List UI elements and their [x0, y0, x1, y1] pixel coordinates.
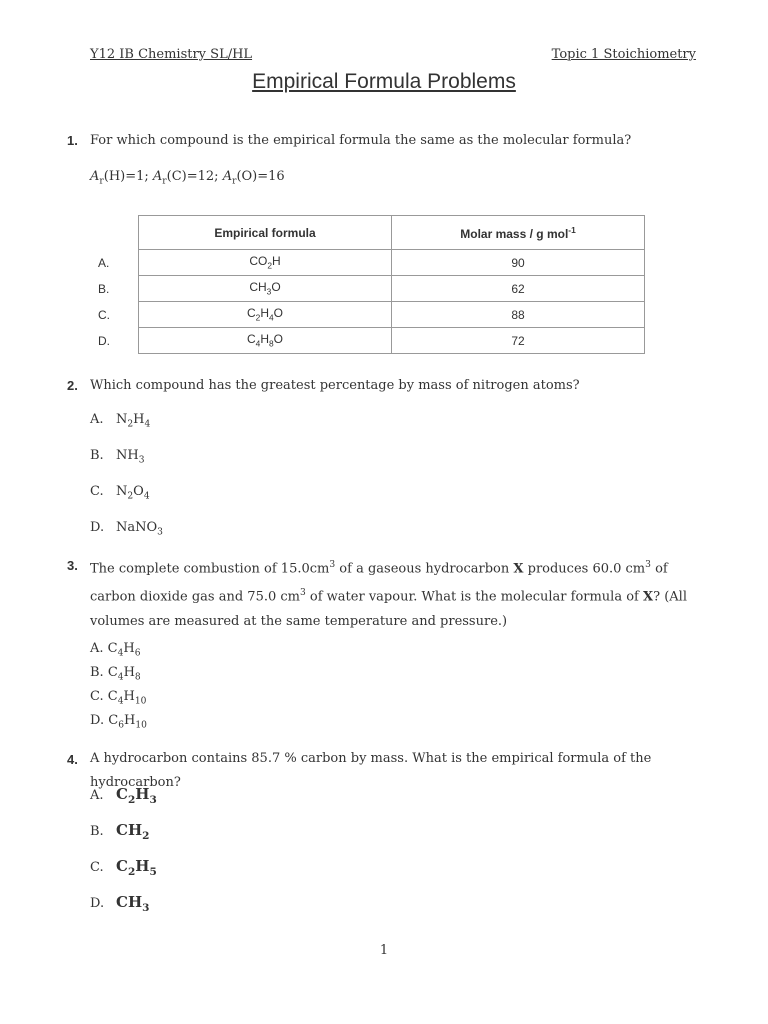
question-2-option-c: C. $N_2O_4$: [90, 484, 150, 502]
page-title: Empirical Formula Problems: [252, 70, 516, 93]
question-3-text: The complete combustion of $15.0cm^3$ of a gaseous hydrocarbon X produces 60.0 $cm^3$ of carbon dioxide gas and 75.0 $cm^3$ of water vapour. What is the molecular formula of X? (All volumes are measured at the same temperature and pressure.): [90, 560, 687, 629]
question-2-text: Which compound has the greatest percentage by mass of nitrogen atoms?: [90, 378, 580, 393]
table-row: A. $CO_2H$ 90: [90, 250, 645, 276]
question-4-text: A hydrocarbon contains 85.7 % carbon by mass. What is the empirical formula of the hydrocarbon?: [90, 751, 652, 790]
relative-atomic-masses: $A_r(H)=1$; $A_r(C)=12$; $A_r(O)=16$: [90, 169, 285, 187]
question-3-option-b: B. $C_4H_8$: [90, 665, 141, 683]
question-2-option-b: B. $NH_3$: [90, 448, 145, 466]
question-4-option-a: A. $C_2H_3$: [90, 785, 157, 806]
question-3-option-a: A. $C_4H_6$: [90, 641, 141, 659]
formula-table: [90, 215, 645, 354]
table-row: C. $C_2H_4O$ 88: [90, 302, 645, 328]
table-row: B. $CH_3O$ 62: [90, 276, 645, 302]
question-4-option-b: B. $CH_2$: [90, 821, 150, 842]
question-3-number: 3.: [67, 558, 78, 573]
table-header-formula: Empirical formula: [139, 216, 392, 250]
page-number: 1: [379, 943, 389, 958]
header-left: Y12 IB Chemistry SL/HL: [90, 47, 253, 62]
question-2-option-a: A. $N_2H_4$: [90, 412, 151, 430]
question-2-number: 2.: [67, 378, 78, 393]
question-1-number: 1.: [67, 133, 78, 148]
header-right: Topic 1 Stoichiometry: [551, 47, 696, 62]
question-4-option-c: C. $C_2H_5$: [90, 857, 157, 878]
question-4-number: 4.: [67, 752, 78, 767]
question-4-option-d: D. $CH_3$: [90, 893, 150, 914]
question-2-option-d: D. NaNO$_3$: [90, 520, 163, 538]
table-header-mass: Molar mass / g mol$^{-1}$: [392, 216, 645, 250]
question-3-option-d: D. $C_6H_{10}$: [90, 713, 147, 731]
question-1-text: For which compound is the empirical formula the same as the molecular formula?: [90, 133, 632, 148]
question-3-option-c: C. $C_4H_{10}$: [90, 689, 147, 707]
table-row: D. $C_4H_8O$ 72: [90, 328, 645, 354]
